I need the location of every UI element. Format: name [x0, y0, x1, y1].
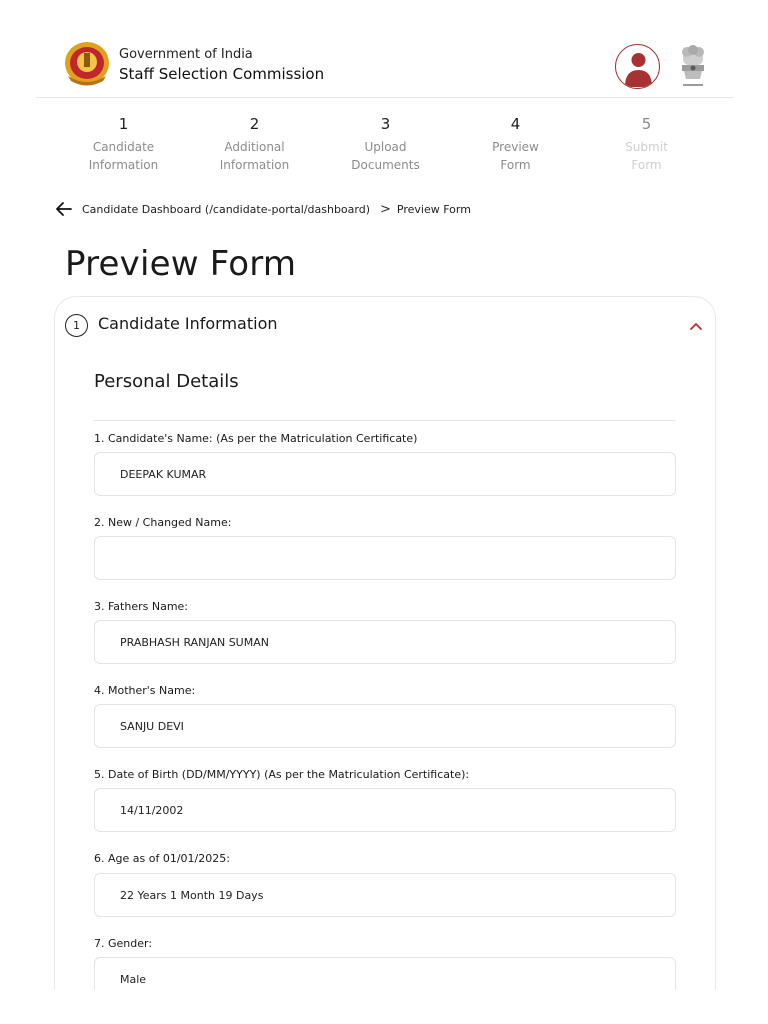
step-number: 1: [118, 115, 129, 133]
step-label-line2: Form: [631, 158, 662, 172]
viewport-bottom-mask: [0, 990, 768, 1024]
mothers-name-field[interactable]: [94, 704, 676, 748]
candidate-information-card: [54, 296, 716, 1016]
ssc-logo-icon: [62, 40, 112, 86]
field-label-age: 6. Age as of 01/01/2025:: [94, 852, 230, 865]
step-label-line1: Upload: [364, 140, 407, 154]
field-label-date-of-birth: 5. Date of Birth (DD/MM/YYYY) (As per the Matriculation Certificate):: [94, 768, 470, 781]
candidate-name-field[interactable]: [94, 452, 676, 496]
step-label-line2: Information: [88, 158, 159, 172]
arrow-left-icon[interactable]: [54, 199, 74, 219]
chevron-up-icon[interactable]: [687, 317, 705, 335]
step-label-line2: Documents: [351, 158, 420, 172]
step-label-line1: Preview: [492, 140, 539, 154]
page-title: Preview Form: [65, 244, 297, 284]
step-preview-form[interactable]: [450, 112, 581, 174]
step-label-line2: Information: [219, 158, 290, 172]
changed-name-field[interactable]: [94, 536, 676, 580]
section-title: Candidate Information: [98, 314, 278, 333]
user-avatar-icon: [616, 45, 660, 89]
step-label-line1: Submit: [625, 140, 668, 154]
profile-button[interactable]: [615, 44, 660, 89]
step-number: 5: [641, 115, 652, 133]
step-number: 4: [510, 115, 521, 133]
section-number-badge: 1: [65, 314, 88, 337]
step-number: 3: [380, 115, 391, 133]
fathers-name-field[interactable]: [94, 620, 676, 664]
date-of-birth-field[interactable]: [94, 788, 676, 832]
step-submit-form: [581, 112, 712, 174]
breadcrumb-current: Preview Form: [396, 202, 471, 216]
form-stepper: [58, 112, 712, 184]
field-label-changed-name: 2. New / Changed Name:: [94, 516, 232, 529]
breadcrumb-separator: >: [380, 201, 391, 217]
org-line-commission: Staff Selection Commission: [119, 65, 325, 83]
section-header-candidate-information[interactable]: [65, 313, 705, 339]
org-line-government: Government of India: [119, 47, 253, 62]
breadcrumb-dashboard-link[interactable]: Candidate Dashboard (/candidate-portal/dashboard): [82, 202, 371, 216]
field-label-mothers-name: 4. Mother's Name:: [94, 684, 196, 697]
step-label-line1: Candidate: [92, 140, 155, 154]
field-label-gender: 7. Gender:: [94, 937, 153, 950]
step-upload-documents[interactable]: [320, 112, 451, 174]
step-additional-information[interactable]: [189, 112, 320, 174]
field-label-candidate-name: 1. Candidate's Name: (As per the Matriculation Certificate): [94, 432, 418, 445]
step-candidate-information[interactable]: [58, 112, 189, 174]
divider: [94, 420, 676, 421]
step-number: 2: [249, 115, 260, 133]
subsection-title: Personal Details: [94, 371, 239, 392]
field-label-fathers-name: 3. Fathers Name:: [94, 600, 189, 613]
site-header: [36, 36, 733, 98]
breadcrumb: [54, 198, 471, 220]
age-field[interactable]: [94, 873, 676, 917]
national-emblem-icon: [677, 42, 709, 90]
step-label-line2: Form: [500, 158, 531, 172]
step-label-line1: Additional: [224, 140, 285, 154]
